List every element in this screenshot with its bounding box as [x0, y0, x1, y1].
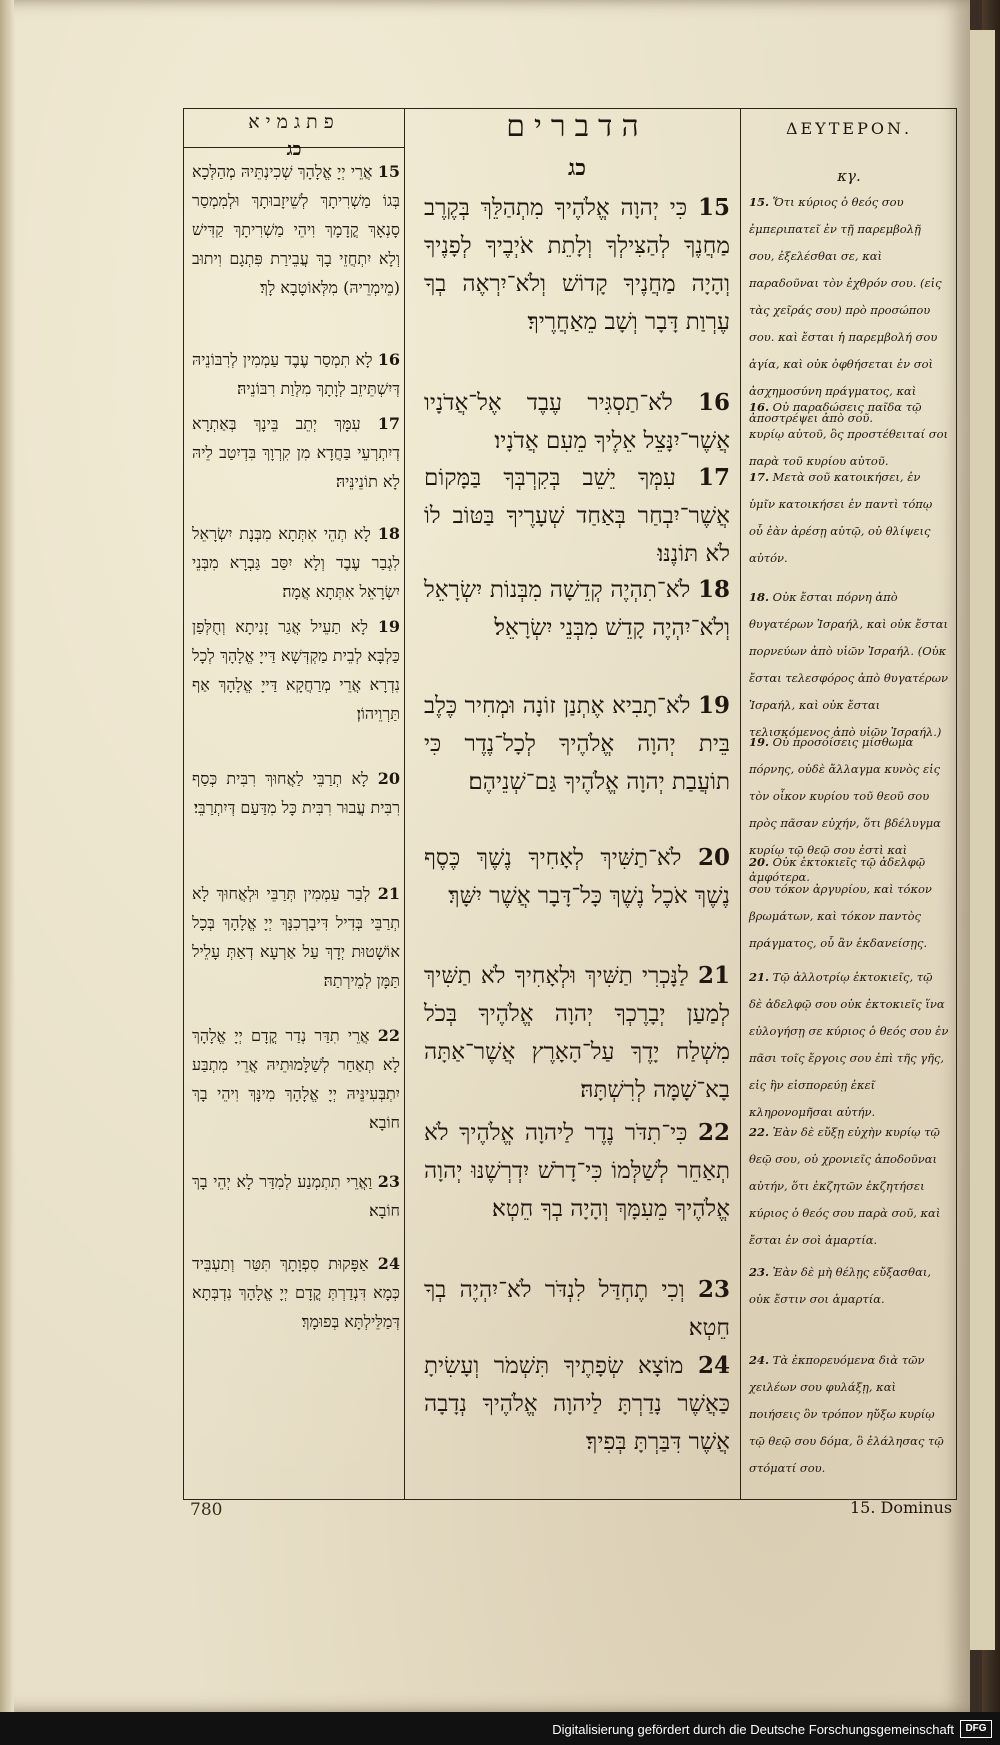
hebrew-verse: 21 לַנָּכְרִי תַשִּׁיךְ וּלְאָחִיךָ לֹא תַשִּׁיךְ לְמַעַן יְבָרֶכְךָ יְהוָה אֱלֹהֶיךָ בְּכֹל מִשְׁלַח יָדֶךָ עַל־הָאָרֶץ אֲשֶׁר־אַתָּה בָא־שָׁמָּה לְרִשְׁתָּהּ׃	[424, 962, 731, 1103]
hebrew-verse: 22 כִּי־תִדֹּר נֶדֶר לַיהוָה אֱלֹהֶיךָ לֹא תְאַחֵר לְשַׁלְּמוֹ כִּי־דָרֹשׁ יִדְרְשֶׁנּוּ יְהוָה אֱלֹהֶיךָ מֵעִמָּךְ וְהָיָה בְךָ חֵטְא׃	[424, 1119, 730, 1222]
aramaic-verse: 22 אֲרֵי תִדַּר נְדַר קֳדָם יְיָ אֱלָהָךְ לָא תְאַחַר לְשַׁלָּמוּתֵיהּ אֲרֵי מִתְבַּע יִתְבְּעִינֵּיהּ יְיָ אֱלָהָךְ מִינָּךְ וִיהֵי בָךְ חוֹבָא׃	[192, 1026, 400, 1132]
greek-verse: 21. Τῷ ἀλλοτρίῳ ἐκτοκιεῖς, τῷ δὲ ἀδελφῷ σου οὐκ ἐκτοκιεῖς ἵνα εὐλογήσῃ σε κύριος ὁ θεός σου ἐν πᾶσι τοῖς ἔργοις σου ἐπὶ τῆς γῆς, εἰς ἣν εἰσπορεύῃ ἐκεῖ κληρονομῆσαι αὐτήν.	[749, 970, 949, 1119]
text-frame	[183, 108, 957, 1500]
hebrew-verse: 24 מוֹצָא שְׂפָתֶיךָ תִּשְׁמֹר וְעָשִׂיתָ כַּאֲשֶׁר נָדַרְתָּ לַיהוָה אֱלֹהֶיךָ נְדָבָה אֲשֶׁר דִּבַּרְתָּ בְּפִיךָ׃	[424, 1352, 730, 1455]
aramaic-verse: 15 אֲרֵי יְיָ אֱלָהָךְ שְׁכִינְתֵּיהּ מְהַלְּכָא בְּגוֹ מַשְׁרִיתָךְ לְשֵׁיזָבוּתָךְ וּלְמִמְסַר סָנְאָךְ קֳדָמָךְ וִיהֵי מַשְׁרִיתָךְ קַדִּישׁ וְלָא יִתְחֲזֵי בָךְ עֲבֵירַת פִּתְגָם וִיתוּב (מֵימְרֵיהּ) מִלְּאוֹטָבָא לָךְ׃	[192, 162, 400, 297]
hebrew-chapter-number: כג	[567, 155, 586, 181]
catchword: 15. Dominus	[850, 1498, 953, 1517]
hebrew-verse: 17 עִמְּךָ יֵשֵׁב בְּקִרְבְּךָ בַּמָּקוֹם אֲשֶׁר־יִבְחַר בְּאַחַד שְׁעָרֶיךָ בַּטּוֹב לוֹ לֹא תּוֹנֶנּוּ׃	[424, 464, 730, 567]
hebrew-verse: 20 לֹא־תַשִּׁיךְ לְאָחִיךָ נֶשֶׁךְ כֶּסֶף נֶשֶׁךְ אֹכֶל נֶשֶׁךְ כָּל־דָּבָר אֲשֶׁר יִשָּׁךְ׃	[424, 844, 730, 909]
aramaic-chapter-number: כג	[286, 139, 302, 160]
hebrew-verse: 23 וְכִי תֶחְדַּל לִנְדֹּר לֹא־יִהְיֶה בְךָ חֵטְא׃	[424, 1276, 731, 1341]
greek-verse: 23. Ἐὰν δὲ μὴ θέλῃς εὔξασθαι, οὐκ ἔστιν σοι ἁμαρτία.	[749, 1265, 931, 1306]
greek-verse: 17. Μετὰ σοῦ κατοικήσει, ἐν ὑμῖν κατοικήσει ἐν παντὶ τόπῳ οὗ ἐὰν ἀρέσῃ αὐτῷ, οὐ θλίψεις αὐτόν.	[749, 470, 933, 565]
digitization-footer	[0, 1712, 1000, 1745]
gutter-shadow	[0, 0, 14, 1712]
aramaic-verse: 24 אַפָּקוּת סִפְוָתָךְ תִּטַּר וְתַעְבֵּיד כְּמָא דִּנְדַרְתְּ קֳדָם יְיָ אֱלָהָךְ נִדְבְּתָא דְּמַלֵּילְתָּא בְּפוּמָךְ׃	[192, 1254, 400, 1331]
page-number: 780	[190, 1500, 223, 1520]
greek-verse: 18. Οὐκ ἔσται πόρνη ἀπὸ θυγατέρων Ἰσραήλ, καὶ οὐκ ἔσται πορνεύων ἀπὸ υἱῶν Ἰσραήλ. (Οὐκ ἔσται τελεσφόρος ἀπὸ θυγατέρων Ἰσραήλ, καὶ οὐκ ἔσται τελισκόμενος ἀπὸ υἱῶν Ἰσραήλ.)	[749, 590, 949, 739]
greek-verse: 19. Οὐ προσοίσεις μίσθωμα πόρνης, οὐδὲ ἄλλαγμα κυνὸς εἰς τὸν οἶκον κυρίου τοῦ θεοῦ σου πρὸς πᾶσαν εὐχήν, ὅτι βδέλυγμα κυρίῳ τῷ θεῷ σου ἐστὶ καὶ ἀμφότερα.	[749, 735, 941, 884]
footer-credit: Digitalisierung gefördert durch die Deutsche Forschungsgemeinschaft	[552, 1722, 954, 1737]
hebrew-verse: 15 כִּי יְהוָה אֱלֹהֶיךָ מִתְהַלֵּךְ בְּקֶרֶב מַחֲנֶךָ לְהַצִּילְךָ וְלָתֵת אֹיְבֶיךָ לְפָנֶיךָ וְהָיָה מַחֲנֶיךָ קָדוֹשׁ וְלֹא־יִרְאֶה בְךָ עֶרְוַת דָּבָר וְשָׁב מֵאַחֲרֶיךָ׃	[424, 194, 731, 335]
aramaic-verse: 20 לָא תְרַבֵּי לַאֲחוּךְ רִבִּית כְּסַף רִבִּית עֲבוּר רִבִּית כָּל מִדַּעַם דְּיִתְרַבֵּי׃	[192, 769, 400, 817]
aramaic-verse: 23 וַאֲרֵי תִתְמְנַע לְמִדַּר לָא יְהֵי בָךְ חוֹבָא׃	[192, 1172, 400, 1220]
greek-verse: 20. Οὐκ ἐκτοκιεῖς τῷ ἀδελφῷ σου τόκον ἀργυρίου, καὶ τόκον βρωμάτων, καὶ τόκον παντὸς πράγματος, οὗ ἂν ἐκδανείσῃς.	[749, 855, 932, 950]
aramaic-verse: 16 לָא תִמְסַר עֶבֶד עַמְמִין לְרִבּוֹנֵיהּ דְּיִשְׁתֵּיזֵב לְוָתָךְ מִלְּוַת רִבּוֹנֵיהּ׃	[192, 350, 400, 398]
aramaic-verse: 17 עִמָּךְ יְתֵב בֵּינָךְ בְּאַתְרָא דְיִתְרְעֵי בַּחֲדָא מִן קִרְוָךְ בִּדְיִטַב לֵיהּ לָא תוֹנֵינֵּיהּ׃	[192, 414, 400, 491]
greek-running-head: ΔΕΥΤΕΡΟΝ.	[785, 119, 913, 138]
column-rule-1	[404, 109, 405, 1499]
greek-verse: 22. Ἐὰν δὲ εὔξῃ εὐχὴν κυρίῳ τῷ θεῷ σου, οὐ χρονιεῖς ἀποδοῦναι αὐτήν, ὅτι ἐκζητῶν ἐκζητήσει κύριος ὁ θεός σου παρὰ σοῦ, καὶ ἔσται ἐν σοὶ ἁμαρτία.	[749, 1125, 941, 1247]
greek-verse: 15. Ὅτι κύριος ὁ θεός σου ἐμπεριπατεῖ ἐν τῇ παρεμβολῇ σου, ἐξελέσθαι σε, καὶ παραδοῦναι τὸν ἐχθρόν σου. (εἰς τὰς χεῖράς σου) πρὸ προσώπου σου. καὶ ἔσται ἡ παρεμβολή σου ἁγία, καὶ οὐκ ὀφθήσεται ἐν σοὶ ἀσχημοσύνη πράγματος, καὶ ἀποστρέψει ἀπὸ σοῦ.	[749, 195, 942, 425]
greek-verse: 24. Τὰ ἐκπορευόμενα διὰ τῶν χειλέων σου φυλάξῃ, καὶ ποιήσεις ὃν τρόπον ηὔξω κυρίῳ τῷ θεῷ σου δόμα, ὃ ἐλάλησας τῷ στόματί σου.	[749, 1353, 944, 1475]
aramaic-verse: 18 לָא תְהֵי אִתְּתָא מִבְּנָת יִשְׂרָאֵל לִגְבַר עֶבֶד וְלָא יִסַּב גַּבְרָא מִבְּנֵי יִשְׂרָאֵל אִתְּתָא אֲמָה׃	[192, 524, 400, 601]
greek-verse: 16. Οὐ παραδώσεις παῖδα τῷ κυρίῳ αὐτοῦ, ὃς προστέθειταί σοι παρὰ τοῦ κυρίου αὐτοῦ.	[749, 400, 949, 468]
dfg-logo-icon: DFG	[960, 1720, 992, 1738]
aramaic-verse: 21 לְבַר עַמְמִין תְּרַבֵּי וּלְאֲחוּךְ לָא תְרַבֵּי בְּדִיל דִּיבָרְכִנָּךְ יְיָ אֱלָהָךְ בְּכָל אוֹשָׁטוּת יְדָךְ עַל אַרְעָא דְאַתְּ עָלֵיל תַּמָּן לְמֵירְתַהּ׃	[192, 884, 400, 990]
next-page-glimpse	[968, 30, 995, 1650]
aramaic-running-head: פתגמיא	[248, 111, 340, 133]
hebrew-verse: 16 לֹא־תַסְגִּיר עֶבֶד אֶל־אֲדֹנָיו אֲשֶׁר־יִנָּצֵל אֵלֶיךָ מֵעִם אֲדֹנָיו׃	[424, 389, 730, 454]
greek-chapter-number: κγ.	[837, 167, 861, 185]
hebrew-verse: 19 לֹא־תָבִיא אֶתְנַן זוֹנָה וּמְחִיר כֶּלֶב בֵּית יְהוָה אֱלֹהֶיךָ לְכָל־נֶדֶר כִּי תוֹעֲבַת יְהוָה אֱלֹהֶיךָ גַּם־שְׁנֵיהֶם׃	[424, 692, 730, 795]
aramaic-verse: 19 לָא תַעֵיל אֲגַר זָנִיתָא וְחֻלְּפַן כַּלְבָּא לְבֵית מַקְדְּשָׁא דַּייָ אֱלָהָךְ לְכָל נִדְרָא אֲרֵי מְרַחֲקָא דַּייָ אֱלָהָךְ אַף תַּרְוֵיהוֹן׃	[192, 617, 401, 723]
hebrew-verse: 18 לֹא־תִהְיֶה קְדֵשָׁה מִבְּנוֹת יִשְׂרָאֵל וְלֹא־יִהְיֶה קָדֵשׁ מִבְּנֵי יִשְׂרָאֵל׃	[424, 576, 730, 641]
hebrew-running-head: הדברים	[506, 109, 648, 144]
column-rule-2	[740, 109, 741, 1499]
